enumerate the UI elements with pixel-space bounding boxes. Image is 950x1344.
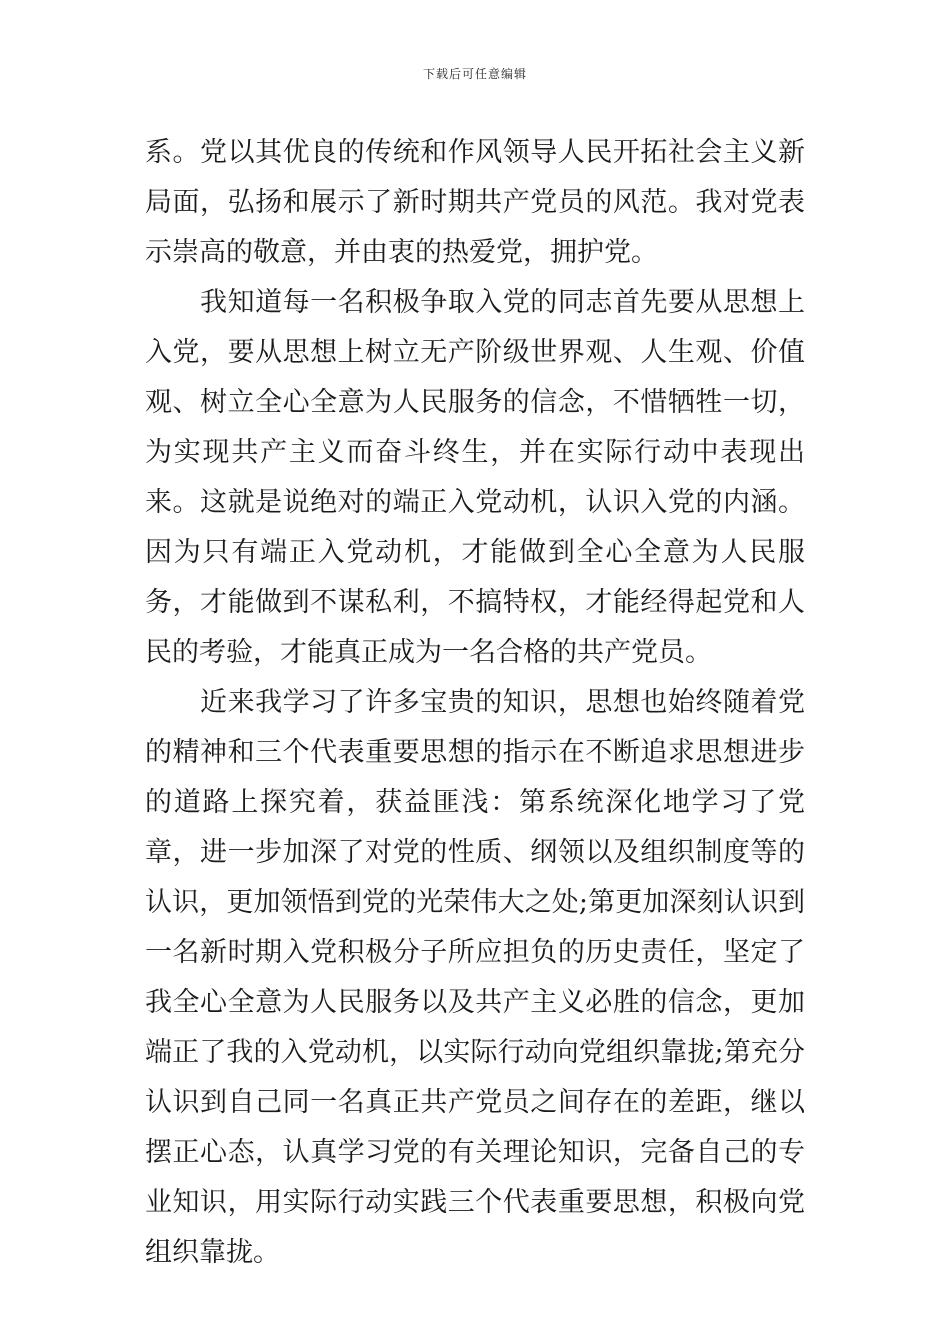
paragraph-2: 我知道每一名积极争取入党的同志首先要从思想上入党，要从思想上树立无产阶级世界观、人生观、价值观、树立全心全意为人民服务的信念，不惜牺牲一切，为实现共产主义而奋斗终生，并在实际行动中表现出来。这就是说绝对的端正入党动机，认识入党的内涵。因为只有端正入党动机，才能做到全心全意为人民服务，才能做到不谋私利，不搞特权，才能经得起党和人民的考验，才能真正成为一名合格的共产党员。 <box>145 287 805 668</box>
header-note: 下载后可任意编辑 <box>422 67 527 81</box>
paragraph-1: 系。党以其优良的传统和作风领导人民开拓社会主义新局面，弘扬和展示了新时期共产党员的风范。我对党表示崇高的敬意，并由衷的热爱党，拥护党。 <box>145 137 805 268</box>
paragraph-3: 近来我学习了许多宝贵的知识，思想也始终随着党的精神和三个代表重要思想的指示在不断追求思想进步的道路上探究着，获益匪浅：第系统深化地学习了党章，进一步加深了对党的性质、纲领以及组织制度等的认识，更加领悟到党的光荣伟大之处;第更加深刻认识到一名新时期入党积极分子所应担负的历史责任，坚定了我全心全意为人民服务以及共产主义必胜的信念，更加端正了我的入党动机，以实际行动向党组织靠拢;第充分认识到自己同一名真正共产党员之间存在的差距，继以摆正心态，认真学习党的有关理论知识，完备自己的专业知识，用实际行动实践三个代表重要思想，积极向党组织靠拢。 <box>145 687 805 1268</box>
document-body <box>145 128 805 1278</box>
